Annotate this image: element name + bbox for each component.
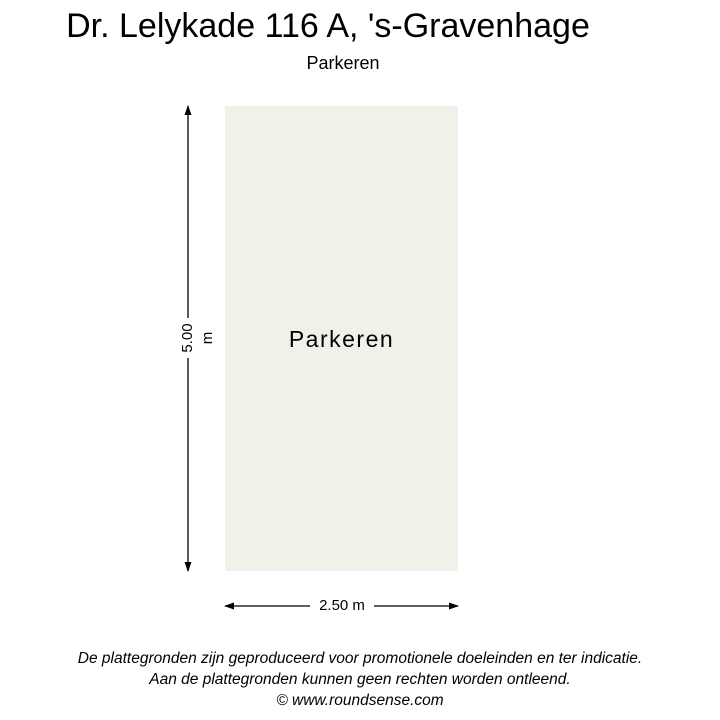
disclaimer-line-2: Aan de plattegronden kunnen geen rechten worden ontleend.	[149, 671, 571, 688]
room-label: Parkeren	[288, 326, 395, 352]
width-dimension-label: 2.50 m	[310, 596, 374, 616]
copyright-line: © www.roundsense.com	[276, 692, 444, 709]
disclaimer	[0, 648, 720, 711]
disclaimer-line-1: De plattegronden zijn geproduceerd voor promotionele doeleinden en ter indicatie.	[77, 650, 643, 667]
height-dimension-label: 5.00 m	[178, 318, 198, 358]
floor-name: Parkeren	[306, 53, 380, 73]
page-title: Dr. Lelykade 116 A, 's-Gravenhage	[66, 7, 590, 45]
